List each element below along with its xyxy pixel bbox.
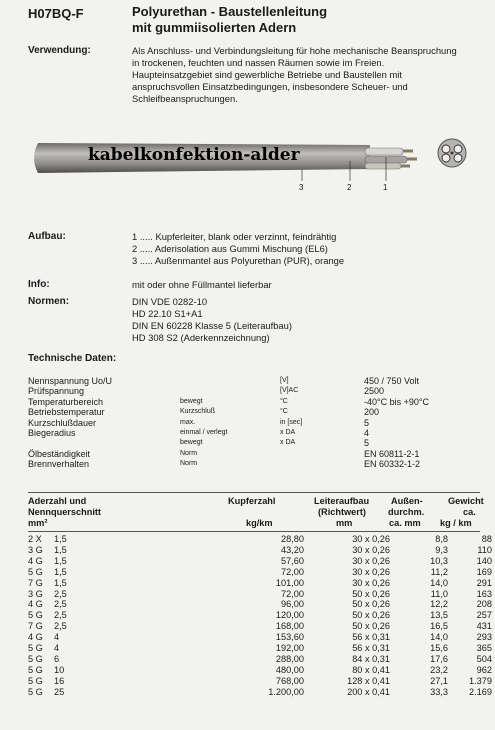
cell-gewicht: 2.169 <box>469 686 492 697</box>
cell-leiteraufbau: 200 x 0,41 <box>347 686 390 697</box>
table-header-rule <box>28 531 480 532</box>
tech-name: Temperaturbereich <box>28 396 104 407</box>
table-row <box>28 632 492 643</box>
cell-leiteraufbau: 30 x 0,26 <box>352 534 390 544</box>
cross-core <box>442 145 450 153</box>
table-row <box>28 664 492 676</box>
tech-value: EN 60332-1-2 <box>364 459 421 470</box>
info-label: Info: <box>28 279 50 290</box>
watermark-text: kabelkonfektion-alder <box>88 145 300 165</box>
table-row <box>28 555 492 567</box>
header-nennquerschnitt: Nennquerschnitt <box>28 507 101 517</box>
tech-name: Betriebstemperatur <box>28 407 105 418</box>
cell-durchmesser: 16,5 <box>430 621 448 632</box>
cell-querschnitt: 16 <box>54 675 65 686</box>
tech-row <box>28 428 488 438</box>
norm-line: HD 22.10 S1+A1 <box>132 308 203 319</box>
cell-durchmesser: 11,2 <box>430 566 448 577</box>
tech-unit: °C <box>280 408 288 416</box>
cell-aderzahl: 5 G <box>28 566 43 577</box>
cell-durchmesser: 11,0 <box>430 588 448 599</box>
verwendung-line: Als Anschluss- und Verbindungsleitung für hohe mechanische Beanspruchung <box>132 45 457 56</box>
cell-leiteraufbau: 56 x 0,31 <box>352 632 390 643</box>
tech-row <box>28 449 488 459</box>
cross-core <box>442 154 450 162</box>
tech-unit: x DA <box>280 429 296 436</box>
aufbau-line: 2 ..... Aderisolation aus Gummi Mischung (EL6) <box>132 243 328 254</box>
cell-querschnitt: 6 <box>54 653 60 664</box>
tech-unit: °C <box>280 397 288 405</box>
cell-kupferzahl: 288,00 <box>275 653 304 664</box>
table-row <box>28 577 492 589</box>
cell-aderzahl: 5 G <box>28 675 43 686</box>
cell-kupferzahl: 96,00 <box>281 599 304 610</box>
cell-querschnitt: 2,5 <box>54 621 67 632</box>
cell-leiteraufbau: 30 x 0,26 <box>352 555 390 566</box>
cell-querschnitt: 1,5 <box>54 555 67 566</box>
cell-gewicht: 504 <box>476 653 492 664</box>
cell-gewicht: 431 <box>476 621 492 632</box>
cell-kupferzahl: 153,60 <box>275 632 304 643</box>
cell-gewicht: 257 <box>476 610 492 621</box>
cable-core-3 <box>365 163 401 169</box>
cross-core <box>454 145 462 153</box>
tech-value: 5 <box>364 417 370 428</box>
cell-kupferzahl: 72,00 <box>281 588 304 599</box>
tech-condition: einmal / verlegt <box>180 429 228 436</box>
cell-aderzahl: 5 G <box>28 610 43 621</box>
normen-label: Normen: <box>28 296 70 307</box>
cell-querschnitt: 1,5 <box>54 566 67 577</box>
cell-durchmesser: 12,2 <box>430 599 448 610</box>
aufbau-text <box>132 231 482 267</box>
cell-durchmesser: 23,2 <box>430 664 448 675</box>
tech-value: -40°C bis +90°C <box>364 396 429 407</box>
aufbau-line: 3 ..... Außenmantel aus Polyurethan (PUR), orange <box>132 255 345 266</box>
callout-3: 3 <box>299 183 304 192</box>
table-row <box>28 686 492 698</box>
tech-condition: Norm <box>180 460 198 468</box>
header-aderzahl: Aderzahl und <box>28 496 87 506</box>
tech-name: Ölbeständigkeit <box>28 448 91 459</box>
cell-querschnitt: 4 <box>54 632 60 643</box>
cell-durchmesser: 14,0 <box>430 577 448 588</box>
cross-core <box>454 154 462 162</box>
cell-aderzahl: 7 G <box>28 577 43 588</box>
cell-leiteraufbau: 50 x 0,26 <box>352 599 390 610</box>
cell-leiteraufbau: 30 x 0,26 <box>352 566 390 577</box>
cell-aderzahl: 5 G <box>28 643 43 653</box>
header-kg-km: kg / km <box>440 518 472 528</box>
table-top-rule <box>28 492 480 493</box>
cell-kupferzahl: 768,00 <box>275 675 304 686</box>
cell-kupferzahl: 43,20 <box>281 544 304 555</box>
cell-aderzahl: 5 G <box>28 653 43 664</box>
tech-row <box>28 438 488 448</box>
cell-leiteraufbau: 30 x 0,26 <box>352 577 390 588</box>
cell-aderzahl: 4 G <box>28 555 43 566</box>
product-code: H07BQ-F <box>28 6 84 21</box>
cell-kupferzahl: 1.200,00 <box>268 686 304 697</box>
callout-1: 1 <box>383 183 388 192</box>
cell-leiteraufbau: 80 x 0,41 <box>352 664 390 675</box>
tech-name: Prüfspannung <box>28 386 85 397</box>
header-gewicht: Gewicht <box>448 496 484 506</box>
header-kgkm: kg/km <box>246 518 273 528</box>
tech-row <box>28 418 488 428</box>
tech-name: Brennverhalten <box>28 459 90 470</box>
cell-durchmesser: 15,6 <box>430 643 448 653</box>
cell-leiteraufbau: 30 x 0,26 <box>352 544 390 555</box>
cell-aderzahl: 3 G <box>28 588 43 599</box>
tech-value: 5 <box>364 438 370 449</box>
cell-gewicht: 110 <box>477 544 492 555</box>
cell-querschnitt: 10 <box>54 664 65 675</box>
norm-line: DIN EN 60228 Klasse 5 (Leiteraufbau) <box>132 320 292 331</box>
tech-condition: max. <box>180 418 196 426</box>
cell-gewicht: 365 <box>476 643 492 653</box>
table-row <box>28 544 492 556</box>
header-mm2: mm² <box>28 518 48 528</box>
cell-gewicht: 208 <box>476 599 492 610</box>
header-aussen: Außen- <box>391 496 423 506</box>
verwendung-line: in trockenen, feuchten und nassen Räumen sowie im Freien. <box>132 57 385 68</box>
tech-condition: bewegt <box>180 439 203 447</box>
cell-kupferzahl: 57,60 <box>281 555 304 566</box>
verwendung-line: anspruchsvollen Einsatzbedingungen, insbesondere Scheuer- und <box>132 81 408 92</box>
callout-2: 2 <box>347 183 352 192</box>
info-text: mit oder ohne Füllmantel lieferbar <box>132 279 272 290</box>
cell-querschnitt: 1,5 <box>54 577 67 588</box>
tech-value: 200 <box>364 407 380 418</box>
title-line-2: mit gummiisolierten Adern <box>132 20 297 35</box>
cell-aderzahl: 4 G <box>28 599 43 610</box>
cell-gewicht: 140 <box>476 555 492 566</box>
tech-unit: [V] <box>280 377 289 384</box>
cell-gewicht: 88 <box>481 534 492 544</box>
tech-row <box>28 459 488 469</box>
table-row <box>28 610 492 621</box>
tech-row <box>28 397 488 407</box>
cell-durchmesser: 13,5 <box>430 610 448 621</box>
tech-condition: Kurzschluß <box>180 408 216 416</box>
cell-aderzahl: 5 G <box>28 686 43 697</box>
title-line-1: Polyurethan - Baustellenleitung <box>132 4 328 19</box>
cell-kupferzahl: 168,00 <box>275 621 304 632</box>
tech-row <box>28 407 488 417</box>
norm-line: DIN VDE 0282-10 <box>132 296 208 307</box>
cable-illustration <box>20 131 480 195</box>
tech-condition: Norm <box>180 449 198 457</box>
cell-aderzahl: 5 G <box>28 664 43 675</box>
cross-core <box>451 152 454 155</box>
table-row <box>28 566 492 578</box>
cell-leiteraufbau: 50 x 0,26 <box>352 621 390 632</box>
cell-querschnitt: 2,5 <box>54 599 67 610</box>
tech-unit: x DA <box>280 439 296 447</box>
cell-aderzahl: 3 G <box>28 544 43 555</box>
cell-gewicht: 163 <box>476 588 492 599</box>
verwendung-line: Haupteinsatzgebiet sind gewerbliche Betriebe und Baustellen mit <box>132 69 402 80</box>
cell-aderzahl: 4 G <box>28 632 43 643</box>
tech-value: 2500 <box>364 386 385 397</box>
table-row <box>28 675 492 687</box>
cell-leiteraufbau: 56 x 0,31 <box>352 643 390 653</box>
table-row <box>28 653 492 665</box>
tech-condition: bewegt <box>180 397 203 405</box>
aufbau-label: Aufbau: <box>28 231 66 242</box>
cell-querschnitt: 1,5 <box>54 534 67 544</box>
cell-durchmesser: 17,6 <box>430 653 448 664</box>
normen-text <box>132 296 482 344</box>
cell-gewicht: 962 <box>476 664 492 675</box>
table-row <box>28 643 492 654</box>
verwendung-label: Verwendung: <box>28 45 91 56</box>
tech-value: 450 / 750 Volt <box>364 376 420 386</box>
cell-kupferzahl: 120,00 <box>275 610 304 621</box>
cell-kupferzahl: 480,00 <box>275 664 304 675</box>
cell-leiteraufbau: 84 x 0,31 <box>352 653 390 664</box>
cell-kupferzahl: 101,00 <box>275 577 304 588</box>
table-row <box>28 621 492 632</box>
cell-kupferzahl: 72,00 <box>281 566 304 577</box>
tech-unit: in [sec] <box>280 418 303 426</box>
verwendung-text <box>132 45 482 105</box>
cell-gewicht: 1.379 <box>469 675 492 686</box>
cell-gewicht: 169 <box>476 566 492 577</box>
table-row <box>28 534 492 545</box>
header-richtwert: (Richtwert) <box>318 507 366 517</box>
cell-querschnitt: 1,5 <box>54 544 67 555</box>
verwendung-line: Schleifbeanspruchungen. <box>132 93 238 104</box>
tech-row <box>28 386 488 396</box>
tech-row <box>28 376 488 386</box>
aufbau-line: 1 ..... Kupferleiter, blank oder verzinnt, feindrähtig <box>132 231 337 242</box>
tech-name: Biegeradius <box>28 428 76 438</box>
table-row <box>28 588 492 600</box>
cell-querschnitt: 2,5 <box>54 610 67 621</box>
header-durchm: durchm. <box>388 507 425 517</box>
header-ca: ca. <box>463 507 476 517</box>
technische-daten-label: Technische Daten: <box>28 353 117 364</box>
cell-aderzahl: 7 G <box>28 621 43 632</box>
cell-durchmesser: 33,3 <box>430 686 448 697</box>
cell-kupferzahl: 28,80 <box>281 534 304 544</box>
cell-durchmesser: 10,3 <box>430 555 448 566</box>
cell-durchmesser: 9,3 <box>435 544 448 555</box>
cell-leiteraufbau: 50 x 0,26 <box>352 588 390 599</box>
header-camm: ca. mm <box>389 518 421 528</box>
tech-name: Nennspannung Uo/U <box>28 376 113 386</box>
cell-querschnitt: 4 <box>54 643 60 653</box>
tech-value: 4 <box>364 428 370 438</box>
header-leiteraufbau: Leiteraufbau <box>314 496 370 506</box>
header-kupferzahl: Kupferzahl <box>228 496 276 506</box>
tech-value: EN 60811-2-1 <box>364 448 420 459</box>
cell-aderzahl: 2 X <box>28 534 42 544</box>
cable-core-1 <box>365 148 403 155</box>
norm-line: HD 308 S2 (Aderkennzeichnung) <box>132 332 270 343</box>
cell-durchmesser: 14,0 <box>430 632 448 643</box>
tech-name: Kurzschlußdauer <box>28 417 97 428</box>
cell-durchmesser: 8,8 <box>435 534 448 544</box>
cell-leiteraufbau: 128 x 0,41 <box>347 675 390 686</box>
product-title <box>132 4 472 36</box>
header-mm: mm <box>336 518 353 528</box>
cell-gewicht: 293 <box>476 632 492 643</box>
cell-kupferzahl: 192,00 <box>275 643 304 653</box>
cell-querschnitt: 25 <box>54 686 65 697</box>
cell-querschnitt: 2,5 <box>54 588 67 599</box>
cell-durchmesser: 27,1 <box>430 675 448 686</box>
tech-unit: [V]AC <box>280 387 299 395</box>
table-row <box>28 599 492 610</box>
cell-leiteraufbau: 50 x 0,26 <box>352 610 390 621</box>
cell-gewicht: 291 <box>476 577 492 588</box>
